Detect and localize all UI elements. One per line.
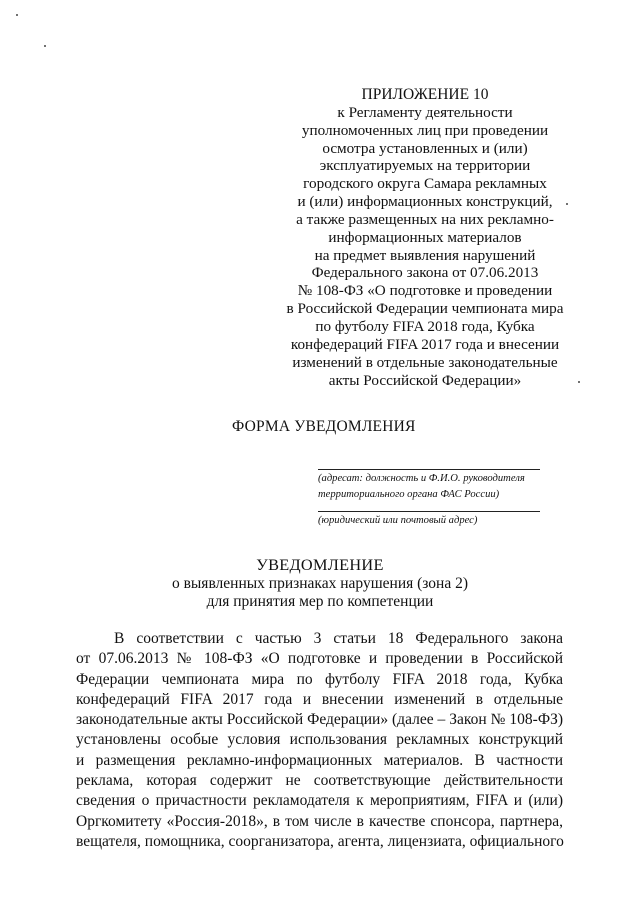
appendix-line: в Российской Федерации чемпионата мира (286, 300, 564, 318)
notice-heading (100, 556, 540, 612)
form-title: ФОРМА УВЕДОМЛЕНИЯ (232, 418, 416, 435)
body-line: Оргкомитету «Россия-2018», в том числе в качестве спонсора, партнера, (76, 812, 563, 830)
notice-title: УВЕДОМЛЕНИЕ (256, 555, 384, 574)
body-line: сведения о причастности рекламодателя к мероприятиям, FIFA и (или) (76, 792, 563, 810)
appendix-line: изменений в отдельные законодательные (292, 353, 558, 371)
body-line: и размещения рекламно-информационных материалов. В частности (76, 751, 563, 769)
addressee-fill-line (318, 469, 540, 470)
addressee-field (318, 469, 540, 502)
body-line: от 07.06.2013 № 108-ФЗ «О подготовке и проведении в Российской (76, 650, 563, 668)
address-caption: (юридический или почтовый адрес) (318, 515, 478, 526)
address-fill-line (318, 511, 540, 512)
appendix-line: к Регламенту деятельности (337, 103, 513, 121)
scan-speck (44, 45, 46, 47)
appendix-line: уполномоченных лиц при проведении (301, 121, 549, 139)
appendix-line: конфедераций FIFA 2017 года и внесении (290, 335, 560, 353)
appendix-line: на предмет выявления нарушений (314, 246, 536, 264)
notice-subtitle-2: для принятия мер по компетенции (206, 593, 434, 610)
appendix-line: информационных материалов (328, 228, 522, 246)
body-line: вещателя, помощника, соорганизатора, агента, лицензиата, официального (76, 832, 564, 850)
body-line: реклама, которая содержит не соответствующие действительности (76, 772, 563, 790)
appendix-line: и (или) информационных конструкций, (297, 193, 553, 211)
body-line: В соответствии с частью 3 статьи 18 Федерального закона (114, 630, 563, 647)
appendix-line: Федерального закона от 07.06.2013 (311, 264, 539, 282)
appendix-line: эксплуатируемых на территории (319, 157, 531, 175)
addressee-caption-2: территориального органа ФАС России) (318, 489, 500, 500)
body-line: Федерации чемпионата мира по футболу FIFA 2018 года, Кубка (76, 670, 563, 688)
appendix-line: осмотра установленных и (или) (322, 139, 528, 157)
notice-body (76, 629, 563, 852)
appendix-line: акты Российской Федерации» (328, 371, 522, 389)
scan-speck (16, 14, 18, 16)
appendix-header (260, 86, 590, 389)
notice-subtitle-1: о выявленных признаках нарушения (зона 2) (171, 574, 469, 592)
body-line: законодательные акты Российской Федерации» (далее – Закон № 108-ФЗ) (76, 711, 563, 729)
address-field (318, 511, 540, 528)
body-line: конфедераций FIFA 2017 года и внесении изменений в отдельные (76, 690, 563, 708)
appendix-title: ПРИЛОЖЕНИЕ 10 (361, 86, 489, 103)
addressee-caption-1: (адресат: должность и Ф.И.О. руководителя (318, 473, 525, 484)
appendix-line: а также размещенных на них рекламно- (296, 210, 554, 228)
appendix-line: № 108-ФЗ «О подготовке и проведении (297, 282, 553, 300)
appendix-line: по футболу FIFA 2018 года, Кубка (315, 317, 535, 335)
appendix-line: городского округа Самара рекламных (303, 175, 547, 193)
body-line: установлены особые условия использования рекламных конструкций (76, 731, 563, 749)
